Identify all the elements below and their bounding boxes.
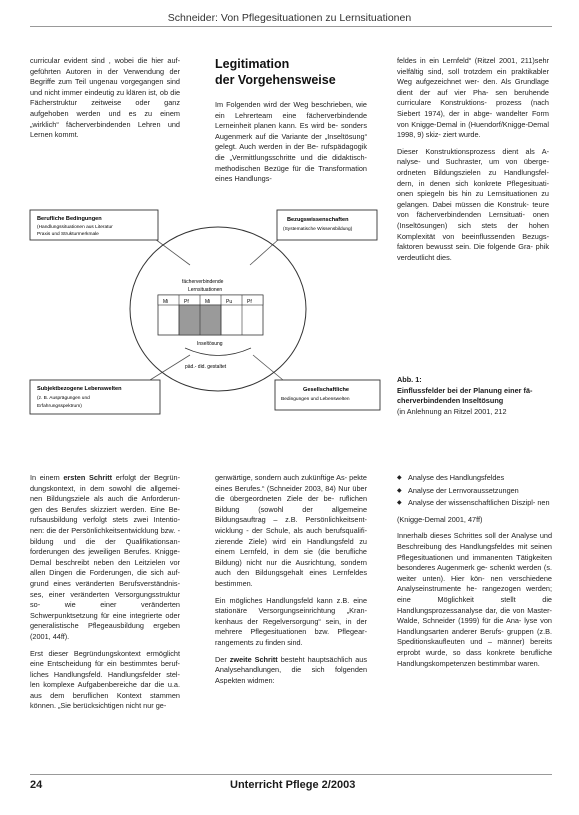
- box-bl-sub-2: Erfahrungsspektrum): [37, 404, 82, 409]
- column-3-top: [397, 56, 549, 269]
- center-label-1: fächerverbindende: [182, 279, 224, 285]
- journal-footer: Unterricht Pflege 2/2003: [230, 779, 356, 791]
- figure-caption: [397, 375, 552, 417]
- col1-bottom-paragraph-1: [30, 473, 180, 643]
- p1-rest: erfolgt der Begrün- dungskontext, in dem sowohl die allgemei- nen Bildungsziele als auch die Anforderun- gen des Berufes skizziert werden. Eine Be- rufsausbildung verfolgt stets zwei Intentio- nen: die der Persönlichkeitsentwicklung bzw. -bildung und die der Qualifikationsan- forderungen des jeweiligen Berufes. Knigge- Demal beschreibt neben den Leitzielen vor allen Dingen die Forderungen, die sich auf- grund eines veränderten Berufsverständnis- ses, einer veränderten Versorgungsstruktur so- wie einer veränderten Schwerpunktsetzung für eine integrierte oder generalistische Pflegeausbildung ergeben (2001, 44ff).: [30, 473, 180, 641]
- col2-bottom-paragraph-1: genwärtige, sondern auch zukünftige As- pekte eines Berufes.“ (Schneider 2003, 84) Nur über die übergeordneten Ziele der be- ruflichen Bildung (sowohl der allgemeine Bildungsauftrag – z.B. Persönlichkeitsent- wicklung - der Schule, als auch berufsqualifi- zierende Ziele) wird ein Handlungsfeld zu einem Lernfeld, in dem sie (die berufliche Bildung) nicht nur die Ausrichtung, sondern auch den Bildungsgehalt eines Lernfeldes bestimmen.: [215, 473, 367, 588]
- footer-rule: [30, 774, 552, 775]
- page-number: 24: [30, 779, 43, 791]
- center-cell-5: Pf: [247, 299, 252, 305]
- list-item: ◆ Analyse der wissenschaftlichen Diszipl- nen: [397, 498, 552, 509]
- column-1-top: [30, 56, 180, 147]
- section-title-line-1: Legitimation: [215, 57, 290, 71]
- col2-bottom-paragraph-3: [215, 655, 367, 687]
- col1-paragraph: curricular evident sind , wobei die hier auf- geführten Autoren in der Verwendung der Begriffe zum Teil ungenau vorgegangen sind und nicht immer eindeutig zu klären ist, ob die Fächerstruktur zeitweise oder ganz aufgehoben werden und es zu einem „wirklich“ fächerverbindenden Lehren und Lernen kommt.: [30, 56, 180, 140]
- box-bl-sub-1: (z. B. Ausprägungen und: [37, 396, 90, 401]
- col1-bottom-paragraph-2: Erst dieser Begründungskontext ermöglicht eine Entscheidung für ein bestimmtes beruf- liches Handlungsfeld. Handlungsfelder stel- len komplexe Aufgabenbereiche dar die u.a. aus dem beruflichen Kontext stammen können. „Sie berücksichtigen nicht nur ge-: [30, 648, 180, 711]
- list-item: ◆ Analyse der Lernvoraussetzungen: [397, 486, 552, 497]
- box-tr-sub: (Systematische Wissensbildung): [283, 227, 353, 232]
- box-bezugswissenschaften: [277, 210, 377, 240]
- box-berufliche-bedingungen: [30, 210, 158, 240]
- box-bl-title: Subjektbezogene Lebenswelten: [37, 386, 122, 392]
- col2-paragraph: Im Folgenden wird der Weg beschrieben, wie ein Lehrerteam eine fächerverbindende Lerneinheit planen kann. Es wird be- sonders Augenmerk auf die Variante der „Inseltösung“ gelegt. Auch werden in der Be- rufspädagogik die „Vermittlungsschritte und die didaktisch-methodischen Bezüge für die Transformation eines Handlungs-: [215, 100, 367, 184]
- center-cell-4: Pu: [226, 299, 233, 305]
- box-tr-title: Bezugswissenschaften: [287, 217, 349, 223]
- inset-label: Inseltösung: [197, 341, 223, 347]
- box-tl-title: Berufliche Bedingungen: [37, 216, 102, 222]
- p1-lead: In einem: [30, 473, 64, 482]
- p3-lead: Der: [215, 654, 230, 664]
- box-subjektbezogene-lebenswelten: [30, 380, 160, 414]
- figure-source: (in Anlehnung an Ritzel 2001, 212: [397, 406, 507, 416]
- figure-label: Abb. 1:: [397, 375, 422, 384]
- figure-title: Einflussfelder bei der Planung einer fä- cherverbindenden Inseltösung: [397, 385, 533, 406]
- column-2-bottom: [215, 473, 367, 692]
- list-item: ◆ Analyse des Handlungsfeldes: [397, 473, 552, 484]
- center-cell-3: Mi: [205, 299, 211, 305]
- section-title: [215, 56, 336, 88]
- box-gesellschaftliche-bedingungen: [275, 380, 380, 410]
- center-cell-1: Mi: [163, 299, 169, 305]
- center-label-2: Lernsituationen: [188, 287, 223, 293]
- column-1-bottom: [30, 473, 180, 718]
- p3-rest: besteht hauptsächlich aus Analysehandlungen, die sich folgenden Aspekten widmen:: [215, 654, 367, 685]
- box-br-sub: Bedingungen und Lebenswelten: [281, 397, 350, 402]
- box-br-title: Gesellschaftliche: [303, 387, 350, 393]
- column-3-bottom: [397, 473, 552, 675]
- section-title-line-2: der Vorgehensweise: [215, 73, 336, 87]
- column-2-top: [215, 100, 367, 191]
- center-cell-table: [158, 295, 263, 335]
- box-tl-sub-2: Praxis und Strukturmerkmale: [37, 232, 99, 237]
- box-tl-sub-1: (Handlungssituationen aus Literatur: [37, 225, 113, 230]
- citation: (Knigge-Demal 2001, 47ff): [397, 514, 483, 524]
- col3-paragraph-2: Dieser Konstruktionsprozess dient als A- nalyse- und Suchraster, um von überge- ordneten Bildungszielen zu Handlungsfel- dern, in denen sich konkrete Pflegesituati- onen spiegeln bis hin zu Lernsituationen zu gelangen. Dabei müssen die Konstruk- teure von fächerverbindenden Lernsituati- onen (Inseltösungen) sich stets der hohen Komplexität von beeinflussenden Bezugs- faktoren bewusst sein. Die folgende Gra- phik verdeutlicht dies.: [397, 146, 549, 262]
- figure-diagram: [25, 185, 385, 430]
- analysis-list: [397, 473, 552, 509]
- p1-bold: ersten Schritt: [63, 473, 113, 482]
- col3-paragraph-1: feldes in ein Lernfeld“ (Ritzel 2001, 211)sehr vielfältig sind, soll trotzdem ein praktikabler Weg aufgezeichnet wer- den. Als Grundlage dient der auf vier Pha- sen beruhende curriculare Konstruktions- prozess (nach Siebert 1974), der in abge- wandelter Form von Knigge-Demal in (Huendorf/Knigge-Demal 1998, 9) skiz- ziert wurde.: [397, 56, 549, 140]
- p3-bold: zweite Schritt: [229, 654, 278, 664]
- center-cell-2: Pf: [184, 299, 189, 305]
- running-header: Schneider: Von Pflegesituationen zu Lernsituationen: [167, 12, 412, 24]
- bottom-label: päd.- did. gestaltet: [185, 364, 227, 370]
- col3-bottom-paragraph: Innerhalb dieses Schrittes soll der Analyse und Beschreibung des Handlungsfeldes mit seinen Pflegesituationen und immanenten Tätigkeiten besonderes Augenmerk ge- schenkt werden (s. weiter unten). Hier kön- nen verschiedene Analyseinstrumente he- rangezogen werden; eine Möglichkeit stellt die Handlungsprozessanalyse dar, die von Master-Walde, Schneider (1999) für die Ana- lyse von Handlungsarten anderer Berufs- gruppen (z.B. Speditionskaufleuten und – männer) bereits erprobt wurde, so dass konkrete berufliche Handlungskompetenzen bestimmbar waren.: [397, 531, 552, 668]
- col2-bottom-paragraph-2: Ein mögliches Handlungsfeld kann z.B. eine stationäre Versorgungseinrichtung „Kran- kenhaus der Regelversorgung“ sein, in der mehrere Pflegesituationen bzw. Pflegear- rangements zu finden sind.: [215, 595, 367, 647]
- header-rule: [30, 26, 552, 27]
